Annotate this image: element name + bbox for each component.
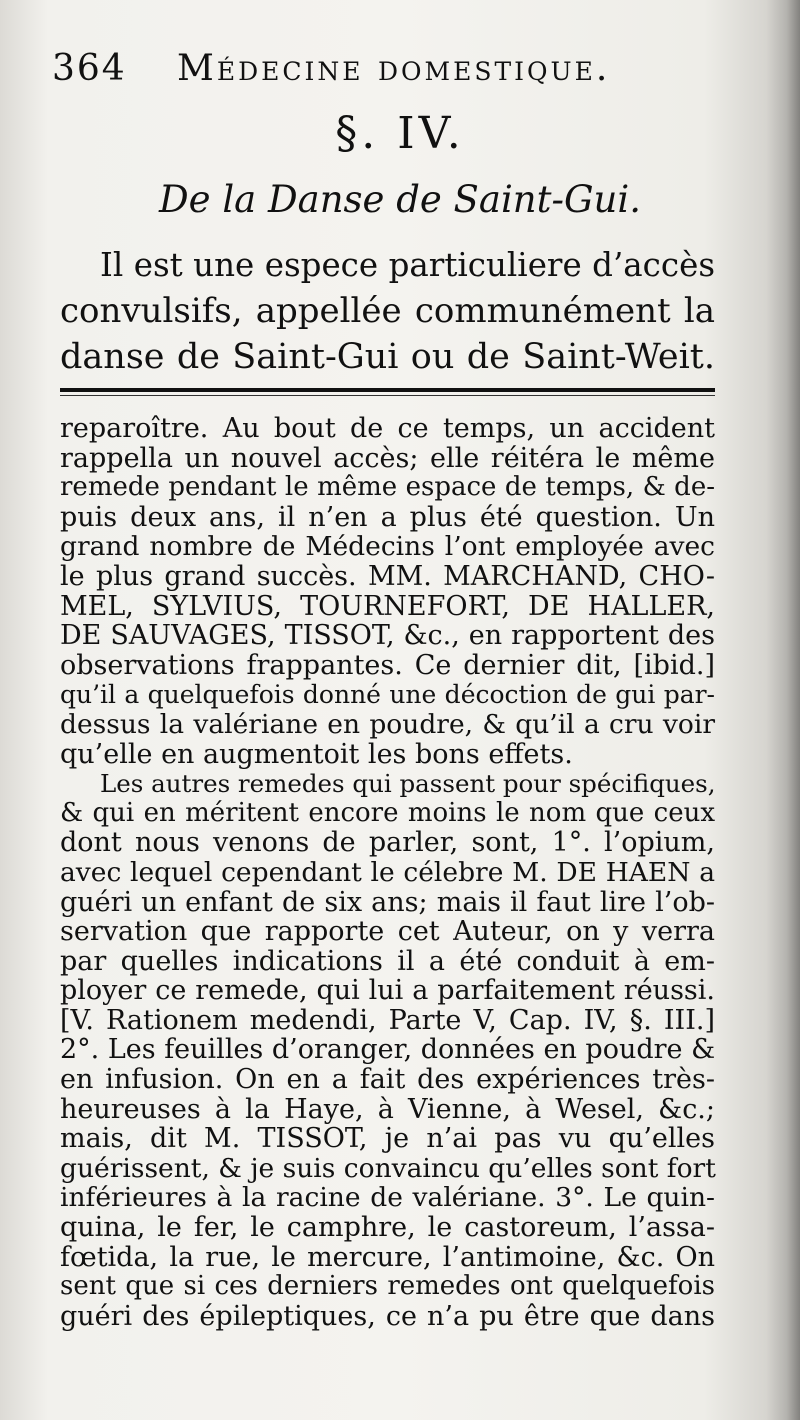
body-line: remede pendant le même espace de temps, & de- — [60, 472, 715, 503]
body-line: en infusion. On en a fait des expériences très- — [60, 1064, 715, 1096]
body-line: guéri des épileptiques, ce n’a pu être que dans — [60, 1300, 715, 1332]
body-line: rappella un nouvel accès; elle réitéra le même — [60, 442, 715, 474]
body-text — [60, 414, 715, 1331]
body-line: qu’il a quelquefois donné une décoction de gui par- — [60, 680, 715, 710]
body-line: le plus grand succès. MM. MARCHAND, CHO- — [60, 560, 715, 592]
intro-paragraph — [60, 242, 715, 380]
body-line: sent que si ces derniers remedes ont quelquefois — [60, 1271, 715, 1302]
body-line: mais, dit M. TISSOT, je n’ai pas vu qu’elles — [60, 1123, 715, 1155]
intro-line: convulsifs, appellée communément la — [60, 291, 715, 331]
body-line: ployer ce remede, qui lui a parfaitement réussi. — [60, 975, 715, 1007]
body-line: reparoître. Au bout de ce temps, un accident — [60, 413, 715, 444]
intro-line: Il est une espece particuliere d’accès — [100, 246, 715, 284]
body-line: MEL, SYLVIUS, TOURNEFORT, DE HALLER, — [60, 590, 715, 622]
body-line: guérissent, & je suis convaincu qu’elles sont fort — [60, 1152, 716, 1184]
separator-rule — [60, 388, 715, 392]
separator-rule-thin — [60, 395, 715, 396]
body-line: servation que rapporte cet Auteur, on y verra — [60, 916, 715, 948]
body-line: avec lequel cependant le célebre M. DE HAEN a — [60, 856, 715, 888]
running-title: Médecine domestique. — [177, 48, 611, 89]
body-line: fœtida, la rue, le mercure, l’antimoine, &c. On — [60, 1241, 715, 1273]
body-line: guéri un enfant de six ans; mais il faut lire l’ob- — [60, 886, 715, 918]
body-line: quina, le fer, le camphre, le castoreum, l’assa- — [60, 1212, 715, 1244]
body-line: inférieures à la racine de valériane. 3°. Le quin- — [60, 1182, 715, 1214]
intro-line: danse de Saint-Gui ou de Saint-Weit. — [60, 337, 715, 377]
body-line: [V. Rationem medendi, Parte V, Cap. IV, §. III.] — [60, 1004, 715, 1036]
body-line: grand nombre de Médecins l’ont employée avec — [60, 531, 715, 563]
body-line: DE SAUVAGES, TISSOT, &c., en rapportent des — [60, 620, 715, 652]
page-header — [52, 42, 742, 102]
body-line: dessus la valériane en poudre, & qu’il a cru voir — [60, 708, 715, 740]
body-line: observations frappantes. Ce dernier dit, [ibid.] — [60, 649, 715, 681]
body-line: & qui en méritent encore moins le nom que ceux — [60, 797, 715, 828]
section-title: De la Danse de Saint-Gui. — [159, 178, 641, 221]
body-line: dont nous venons de parler, sont, 1°. l’opium, — [60, 827, 715, 859]
section-number: §. IV. — [335, 108, 465, 159]
body-line: Les autres remedes qui passent pour spécifiques, — [100, 769, 716, 799]
body-line: qu’elle en augmentoit les bons effets. — [60, 738, 573, 770]
body-line: 2°. Les feuilles d’oranger, données en poudre & — [60, 1034, 716, 1066]
body-line: puis deux ans, il n’en a plus été question. Un — [60, 501, 715, 533]
body-line: heureuses à la Haye, à Vienne, à Wesel, &c.; — [60, 1093, 715, 1125]
page-number: 364 — [52, 48, 127, 89]
body-line: par quelles indications il a été conduit à em- — [60, 945, 715, 977]
